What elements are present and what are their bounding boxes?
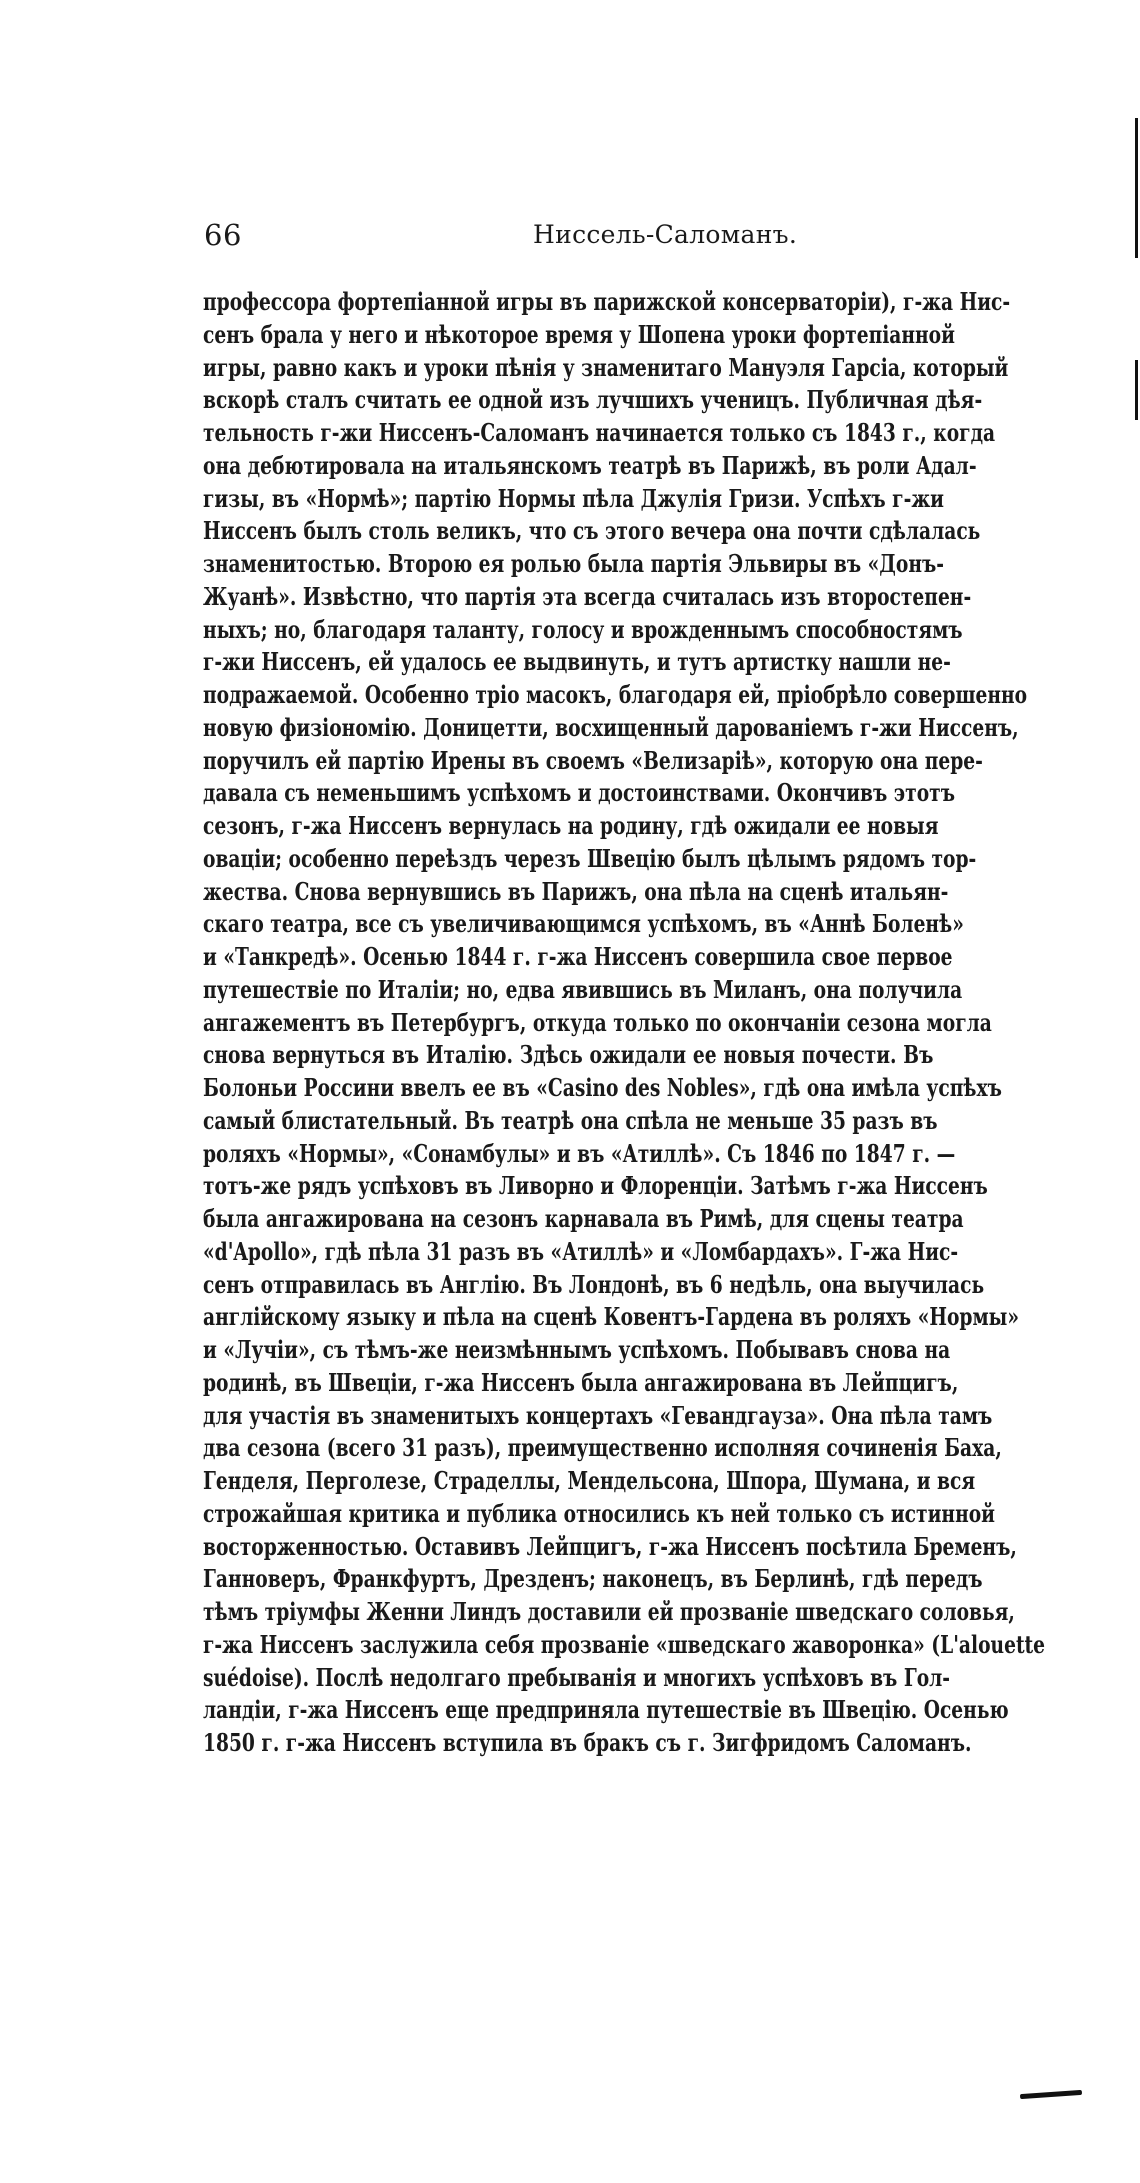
text-line: профессора фортепіанной игры въ парижской консерваторіи), г-жа Нис- (203, 287, 1011, 316)
text-line: восторженностью. Оставивъ Лейпцигъ, г-жа Ниссенъ посѣтила Бременъ, (203, 1531, 1017, 1561)
text-line: г-жа Ниссенъ заслужила себя прозваніе «шведскаго жаворонка» (L'alouette (203, 1629, 1046, 1659)
text-line: путешествіе по Италіи; но, едва явившись въ Миланъ, она получила (203, 974, 963, 1004)
text-line: сенъ отправилась въ Англію. Въ Лондонѣ, въ 6 недѣль, она выучилась (203, 1269, 985, 1299)
text-line: Болоньи Россини ввелъ ее въ «Casino des Nobles», гдѣ она имѣла успѣхъ (203, 1073, 1002, 1102)
text-line: «d'Apollo», гдѣ пѣла 31 разъ въ «Атиллѣ» и «Ломбардахъ». Г-жа Нис- (203, 1236, 959, 1266)
text-line: поручилъ ей партію Ирены въ своемъ «Велизаріѣ», которую она пере- (203, 745, 983, 775)
text-line: жества. Снова вернувшись въ Парижъ, она пѣла на сценѣ итальян- (203, 876, 949, 906)
text-line: Ганноверъ, Франкфуртъ, Дрезденъ; наконецъ, въ Берлинѣ, гдѣ передъ (203, 1564, 983, 1594)
text-line: игры, равно какъ и уроки пѣнія у знаменитаго Мануэля Гарсіа, который (203, 352, 1009, 382)
text-line: тельность г-жи Ниссенъ-Саломанъ начинается только съ 1843 г., когда (203, 418, 996, 447)
text-line: давала съ неменьшимъ успѣхомъ и достоинствами. Окончивъ этотъ (203, 778, 956, 808)
text-line: тѣмъ тріумфы Женни Линдъ доставили ей прозваніе шведскаго соловья, (203, 1597, 1015, 1626)
text-line: она дебютировала на итальянскомъ театрѣ въ Парижѣ, въ роли Адал- (203, 450, 977, 480)
text-line: suédoise). Послѣ недолгаго пребыванія и многихъ успѣховъ въ Гол- (203, 1662, 951, 1692)
text-line: подражаемой. Особенно тріо масокъ, благодаря ей, пріобрѣло совершенно (203, 680, 1028, 709)
text-line: родинѣ, въ Швеціи, г-жа Ниссенъ была ангажирована въ Лейпцигъ, (203, 1367, 959, 1397)
text-line: ангажементъ въ Петербургъ, откуда только по окончаніи сезона могла (203, 1007, 992, 1037)
text-line: вскорѣ сталъ считать ее одной изъ лучшихъ ученицъ. Публичная дѣя- (203, 385, 983, 415)
text-line: 1850 г. г-жа Ниссенъ вступила въ бракъ съ г. Зигфридомъ Саломанъ. (203, 1728, 972, 1757)
running-head: Ниссель-Саломанъ. (533, 220, 798, 249)
text-line: ландіи, г-жа Ниссенъ еще предприняла путешествіе въ Швецію. Осенью (203, 1695, 1009, 1725)
text-line: г-жи Ниссенъ, ей удалось ее выдвинуть, и тутъ артистку нашли не- (203, 647, 951, 677)
text-line: ныхъ; но, благодаря таланту, голосу и врожденнымъ способностямъ (203, 614, 963, 644)
text-line: англійскому языку и пѣла на сценѣ Ковентъ-Гардена въ роляхъ «Нормы» (203, 1302, 1020, 1332)
text-line: Ниссенъ былъ столь великъ, что съ этого вечера она почти сдѣлалась (203, 516, 981, 546)
text-line: сенъ брала у него и нѣкоторое время у Шопена уроки фортепіанной (203, 319, 955, 349)
text-line: строжайшая критика и публика относились къ ней только съ истинной (203, 1498, 995, 1528)
text-line: для участія въ знаменитыхъ концертахъ «Гевандгауза». Она пѣла тамъ (203, 1400, 993, 1430)
text-line: оваціи; особенно переѣздъ черезъ Швецію былъ цѣлымъ рядомъ тор- (203, 843, 977, 873)
text-line: и «Танкредѣ». Осенью 1844 г. г-жа Ниссенъ совершила свое первое (203, 942, 953, 971)
text-line: снова вернуться въ Италію. Здѣсь ожидали ее новыя почести. Въ (203, 1040, 934, 1070)
text-line: тотъ-же рядъ успѣховъ въ Ливорно и Флоренціи. Затѣмъ г-жа Ниссенъ (203, 1171, 988, 1201)
text-line: Генделя, Перголезе, Страделлы, Мендельсона, Шпора, Шумана, и вся (203, 1466, 976, 1495)
scan-artifact (1020, 2090, 1082, 2099)
scan-edge-mark (1135, 360, 1138, 420)
text-line: два сезона (всего 31 разъ), преимущественно исполняя сочиненія Баха, (203, 1433, 1002, 1463)
text-body (203, 286, 1046, 1760)
text-line: скаго театра, все съ увеличивающимся успѣхомъ, въ «Аннѣ Боленѣ» (203, 909, 964, 939)
text-line: и «Лучіи», съ тѣмъ-же неизмѣннымъ успѣхомъ. Побывавъ снова на (203, 1335, 951, 1364)
text-line: знаменитостью. Второю ея ролью была партія Эльвиры въ «Донъ- (203, 549, 945, 578)
text-line: сезонъ, г-жа Ниссенъ вернулась на родину, гдѣ ожидали ее новыя (203, 811, 939, 840)
scan-edge-mark (1135, 118, 1138, 258)
text-line: гизы, въ «Нормѣ»; партію Нормы пѣла Джулія Гризи. Успѣхъ г-жи (203, 483, 944, 513)
page-number: 66 (204, 218, 242, 252)
text-line: самый блистательный. Въ театрѣ она спѣла не меньше 35 разъ въ (203, 1105, 938, 1135)
text-line: новую физіономію. Доницетти, восхищенный дарованіемъ г-жи Ниссенъ, (203, 712, 1019, 742)
text-line: была ангажирована на сезонъ карнавала въ Римѣ, для сцены театра (203, 1204, 964, 1233)
text-line: Жуанѣ». Извѣстно, что партія эта всегда считалась изъ второстепен- (203, 581, 972, 611)
text-line: роляхъ «Нормы», «Сонамбулы» и въ «Атиллѣ». Съ 1846 по 1847 г. — (203, 1138, 956, 1168)
